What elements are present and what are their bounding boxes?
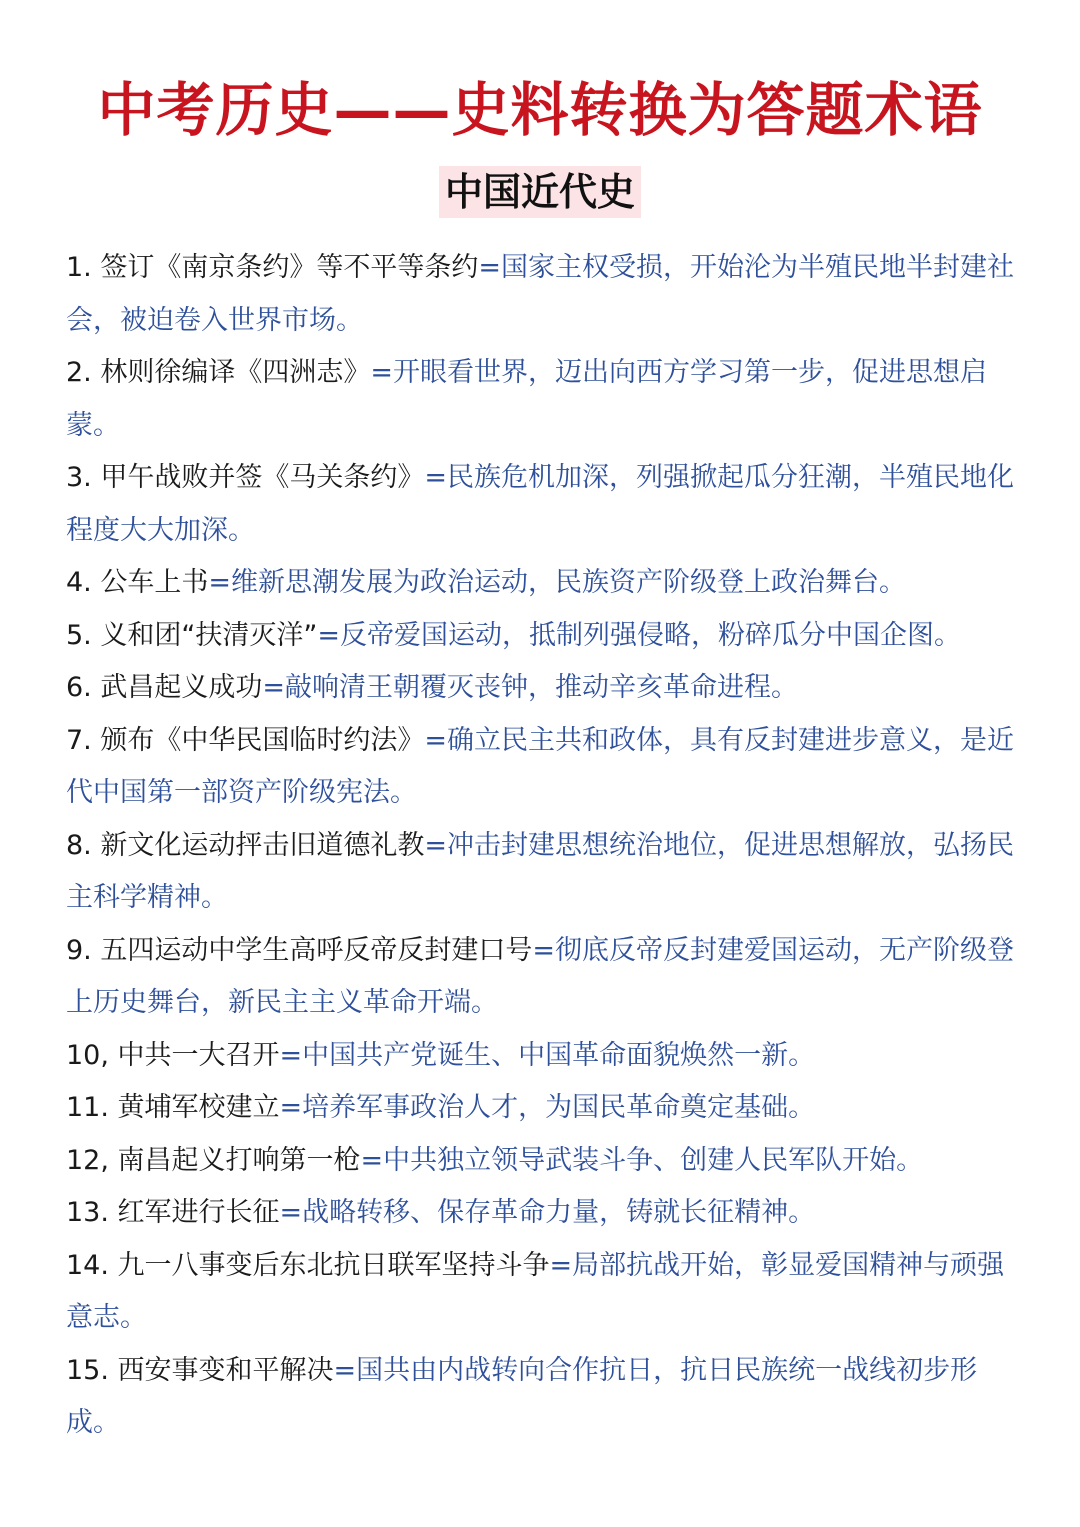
item-num: 11. (66, 1092, 118, 1123)
item-num: 1. (66, 252, 101, 283)
item-num: 14. (66, 1249, 118, 1281)
term-list (66, 242, 1018, 1450)
item-effect: 战略转移、保存革命力量，铸就长征精神。 (302, 1197, 816, 1228)
item-cause: 西安事变和平解决 (117, 1354, 334, 1386)
item-effect: 反帝爱国运动，抵制列强侵略，粉碎瓜分中国企图。 (339, 619, 961, 651)
list-item (66, 715, 1018, 820)
item-eq: = (279, 1197, 303, 1228)
item-cause: 公车上书 (100, 567, 209, 598)
item-num: 7. (66, 724, 101, 756)
list-item (66, 1345, 1018, 1450)
item-cause: 颁布《中华民国临时约法》 (100, 724, 425, 756)
item-eq: = (549, 1249, 573, 1281)
item-effect: 维新思潮发展为政治运动，民族资产阶级登上政治舞台。 (230, 567, 906, 598)
item-num: 15. (66, 1354, 118, 1386)
list-item (66, 1240, 1018, 1345)
item-cause: 九一八事变后东北抗日联军坚持斗争 (117, 1249, 550, 1281)
list-item (66, 1082, 1018, 1135)
item-effect: 中国共产党诞生、中国革命面貌焕然一新。 (302, 1039, 816, 1071)
item-effect: 培养军事政治人才，为国民革命奠定基础。 (302, 1092, 816, 1123)
item-cause: 五四运动中学生高呼反帝反封建口号 (100, 934, 533, 966)
list-item (66, 925, 1018, 1030)
item-eq: = (317, 619, 340, 651)
item-effect: 国家主权受损，开始沦为半殖民地半封建社会，被迫卷入世界市场。 (66, 252, 1014, 336)
item-eq: = (333, 1354, 357, 1386)
item-eq: = (478, 252, 501, 283)
list-item (66, 820, 1018, 925)
item-cause: 甲午战败并签《马关条约》 (100, 462, 425, 493)
item-effect: 民族危机加深，列强掀起瓜分狂潮，半殖民地化程度大大加深。 (66, 462, 1014, 546)
item-eq: = (424, 829, 447, 861)
subtitle-wrapper (0, 166, 1080, 218)
item-cause: 南昌起义打响第一枪 (117, 1144, 361, 1176)
item-eq: = (360, 1144, 384, 1176)
list-item (66, 662, 1018, 715)
list-item (66, 1030, 1018, 1083)
list-item (66, 557, 1018, 610)
item-eq: = (424, 724, 447, 756)
item-cause: 黄埔军校建立 (117, 1092, 280, 1123)
item-cause: 红军进行长征 (117, 1197, 280, 1228)
list-item (66, 610, 1018, 663)
item-cause: 中共一大召开 (117, 1039, 280, 1071)
item-eq: = (532, 934, 555, 966)
item-effect: 确立民主共和政体，具有反封建进步意义，是近代中国第一部资产阶级宪法。 (66, 724, 1014, 808)
item-num: 12, (66, 1144, 118, 1176)
item-cause: 签订《南京条约》等不平等条约 (100, 252, 479, 283)
item-num: 9. (66, 934, 101, 966)
item-eq: = (262, 672, 285, 703)
item-eq: = (279, 1092, 303, 1123)
list-item (66, 1135, 1018, 1188)
item-eq: = (208, 567, 231, 598)
item-effect: 彻底反帝反封建爱国运动，无产阶级登上历史舞台，新民主主义革命开端。 (66, 934, 1014, 1018)
item-num: 4. (66, 567, 101, 598)
item-num: 5. (66, 619, 101, 651)
item-num: 3. (66, 462, 101, 493)
item-eq: = (424, 462, 447, 493)
item-effect: 中共独立领导武装斗争、创建人民军队开始。 (383, 1144, 924, 1176)
item-cause: 武昌起义成功 (100, 672, 263, 703)
item-eq: = (370, 357, 393, 388)
item-num: 2. (66, 357, 101, 388)
item-effect: 开眼看世界，迈出向西方学习第一步，促进思想启蒙。 (66, 357, 987, 441)
item-cause: 义和团“扶清灭洋” (100, 619, 318, 651)
item-cause: 新文化运动抨击旧道德礼教 (100, 829, 425, 861)
item-num: 13. (66, 1197, 118, 1228)
item-cause: 林则徐编译《四洲志》 (100, 357, 371, 388)
item-effect: 国共由内战转向合作抗日，抗日民族统一战线初步形成。 (66, 1354, 978, 1438)
item-effect: 冲击封建思想统治地位，促进思想解放，弘扬民主科学精神。 (66, 829, 1014, 913)
item-eq: = (279, 1039, 303, 1071)
list-item (66, 242, 1018, 347)
item-num: 10, (66, 1039, 118, 1071)
list-item (66, 347, 1018, 452)
list-item (66, 452, 1018, 557)
item-effect: 敲响清王朝覆灭丧钟，推动辛亥革命进程。 (284, 672, 798, 703)
page-title: 中考历史——史料转换为答题术语 (97, 76, 983, 144)
list-item (66, 1187, 1018, 1240)
item-num: 6. (66, 672, 101, 703)
item-num: 8. (66, 829, 101, 861)
item-effect: 局部抗战开始，彰显爱国精神与顽强意志。 (66, 1249, 1005, 1333)
section-subtitle: 中国近代史 (439, 166, 641, 218)
